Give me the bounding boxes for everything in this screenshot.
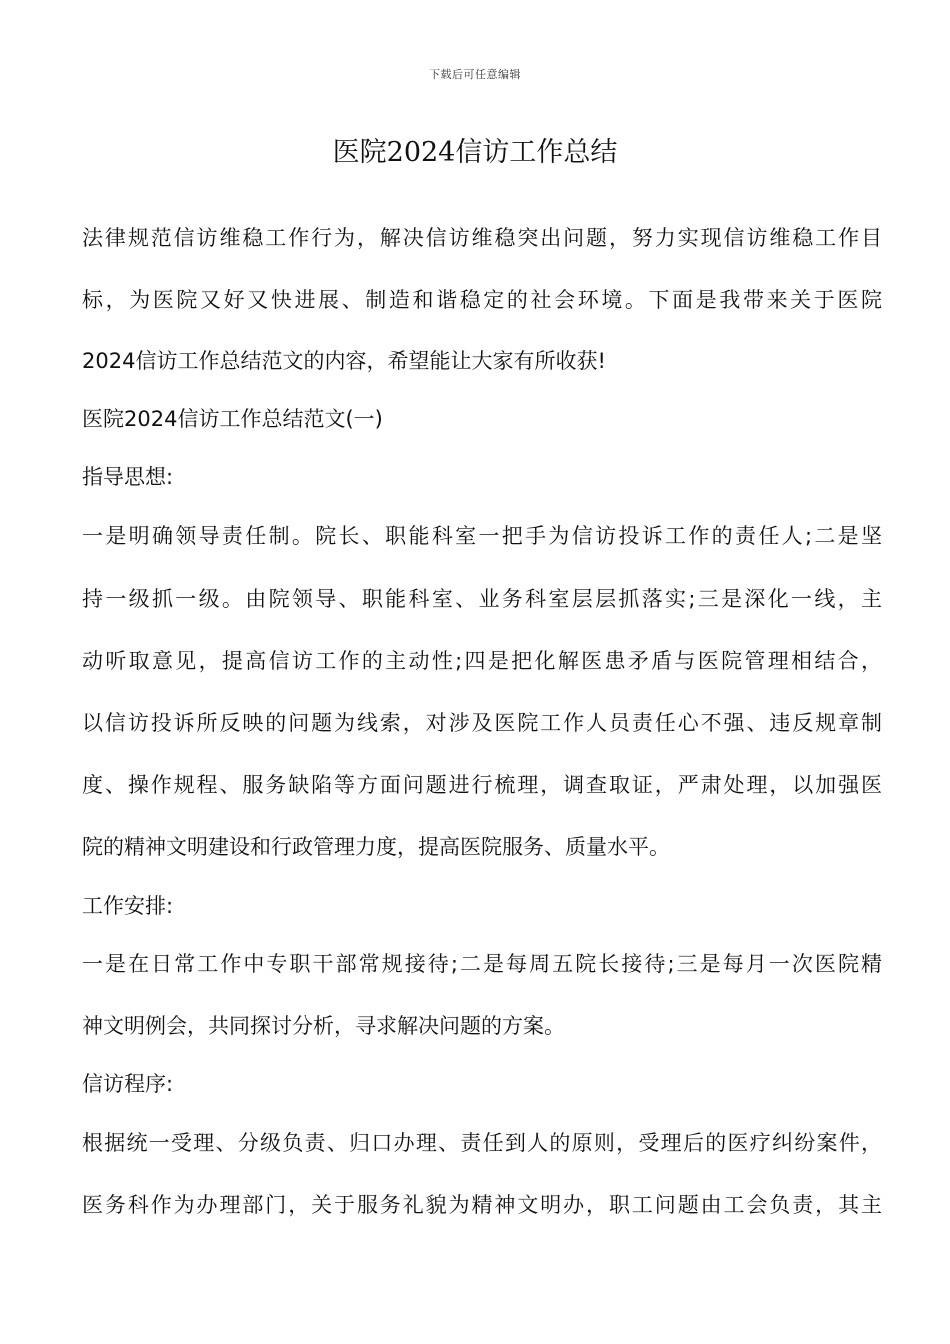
paragraph-line: 动听取意见，提高信访工作的主动性;四是把化解医患矛盾与医院管理相结合， <box>82 649 882 673</box>
document-title: 医院2024信访工作总结 <box>332 137 618 168</box>
section-heading: 指导思想: <box>82 465 174 489</box>
section-heading: 医院2024信访工作总结范文(一) <box>82 407 383 431</box>
paragraph-line: 一是明确领导责任制。院长、职能科室一把手为信访投诉工作的责任人;二是坚 <box>82 524 882 548</box>
paragraph-line: 神文明例会，共同探讨分析，寻求解决问题的方案。 <box>82 1014 565 1038</box>
paragraph-line: 以信访投诉所反映的问题为线索，对涉及医院工作人员责任心不强、违反规章制 <box>82 711 882 735</box>
paragraph-line: 持一级抓一级。由院领导、职能科室、业务科室层层抓落实;三是深化一线，主 <box>82 587 882 611</box>
paragraph-line: 根据统一受理、分级负责、归口办理、责任到人的原则，受理后的医疗纠纷案件， <box>82 1131 882 1155</box>
section-heading: 工作安排: <box>82 894 174 918</box>
paragraph-line: 度、操作规程、服务缺陷等方面问题进行梳理，调查取证，严肃处理，以加强医 <box>82 773 882 797</box>
header-note: 下载后可任意编辑 <box>429 68 521 81</box>
paragraph-line: 一是在日常工作中专职干部常规接待;二是每周五院长接待;三是每月一次医院精 <box>82 952 882 976</box>
paragraph-line: 标，为医院又好又快进展、制造和谐稳定的社会环境。下面是我带来关于医院 <box>82 288 882 312</box>
section-heading: 信访程序: <box>82 1072 174 1096</box>
paragraph-line: 医务科作为办理部门，关于服务礼貌为精神文明办，职工问题由工会负责，其主 <box>82 1193 882 1217</box>
paragraph-line: 2024信访工作总结范文的内容，希望能让大家有所收获! <box>82 349 606 373</box>
paragraph-line: 院的精神文明建设和行政管理力度，提高医院服务、质量水平。 <box>82 835 670 859</box>
paragraph-line: 法律规范信访维稳工作行为，解决信访维稳突出问题，努力实现信访维稳工作目 <box>82 226 882 250</box>
